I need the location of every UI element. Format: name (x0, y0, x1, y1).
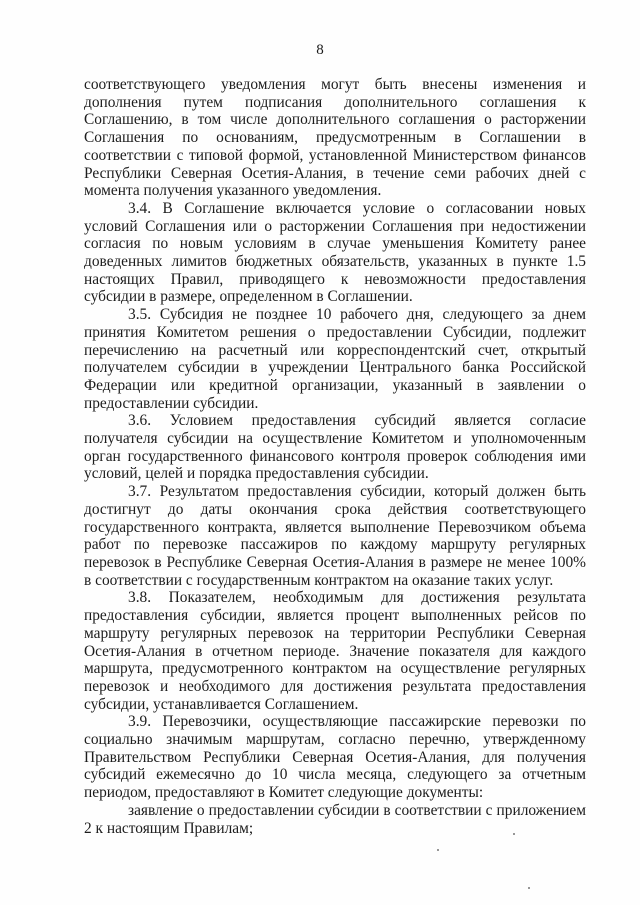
scan-speck (513, 833, 515, 835)
paragraph-3-6: 3.6. Условием предоставления субсидий является согласие получателя субсидии на осуществление Комитетом и уполномоченным орган государственного финансового контроля проверок соблюдения ими условий, целей и порядка предоставления субсидии. (84, 412, 586, 483)
paragraph-3-9: 3.9. Перевозчики, осуществляющие пассажирские перевозки по социально значимым маршрутам, согласно перечню, утвержденному Правительством Республики Северная Осетия-Алания, для получения субсидий ежемесячно до 10 числа месяца, следующего за отчетным периодом, предоставляют в Комитет следующие документы: (84, 713, 586, 802)
scan-speck (528, 887, 530, 889)
paragraph-3-5: 3.5. Субсидия не позднее 10 рабочего дня, следующего за днем принятия Комитетом решения о предоставлении Субсидии, подлежит перечислению на расчетный или корреспондентский счет, открытый получателем субсидии в учреждении Центрального банка Российской Федерации или кредитной организации, указанный в заявлении о предоставлении субсидии. (84, 306, 586, 412)
paragraph-3-7: 3.7. Результатом предоставления субсидии, который должен быть достигнут до даты окончания срока действия соответствующего государственного контракта, является выполнение Перевозчиком объема работ по перевозке пассажиров по каждому маршруту регулярных перевозок в Республике Северная Осетия-Алания в размере не менее 100% в соответствии с государственным контрактом на оказание таких услуг. (84, 483, 586, 589)
scan-speck (437, 849, 439, 851)
document-body (84, 76, 586, 837)
paragraph-3-8: 3.8. Показателем, необходимым для достижения результата предоставления субсидии, является процент выполненных рейсов по маршруту регулярных перевозок на территории Республики Северная Осетия-Алания в отчетном периоде. Значение показателя для каждого маршрута, предусмотренного контрактом на осуществление регулярных перевозок и необходимого для достижения результата предоставления субсидии, устанавливается Соглашением. (84, 589, 586, 713)
paragraph-continuation: соответствующего уведомления могут быть внесены изменения и дополнения путем подписания дополнительного соглашения к Соглашению, в том числе дополнительного соглашения о расторжении Соглашения по основаниям, предусмотренным в Соглашении в соответствии с типовой формой, установленной Министерством финансов Республики Северная Осетия-Алания, в течение семи рабочих дней с момента получения указанного уведомления. (84, 76, 586, 200)
page-number: 8 (316, 42, 324, 58)
paragraph-application-item: заявление о предоставлении субсидии в соответствии с приложением 2 к настоящим Правилам; (84, 801, 586, 837)
paragraph-3-4: 3.4. В Соглашение включается условие о согласовании новых условий Соглашения или о расторжении Соглашения при недостижении согласия по новым условиям в случае уменьшения Комитету ранее доведенных лимитов бюджетных обязательств, указанных в пункте 1.5 настоящих Правил, приводящего к невозможности предоставления субсидии в размере, определенном в Соглашении. (84, 199, 586, 306)
